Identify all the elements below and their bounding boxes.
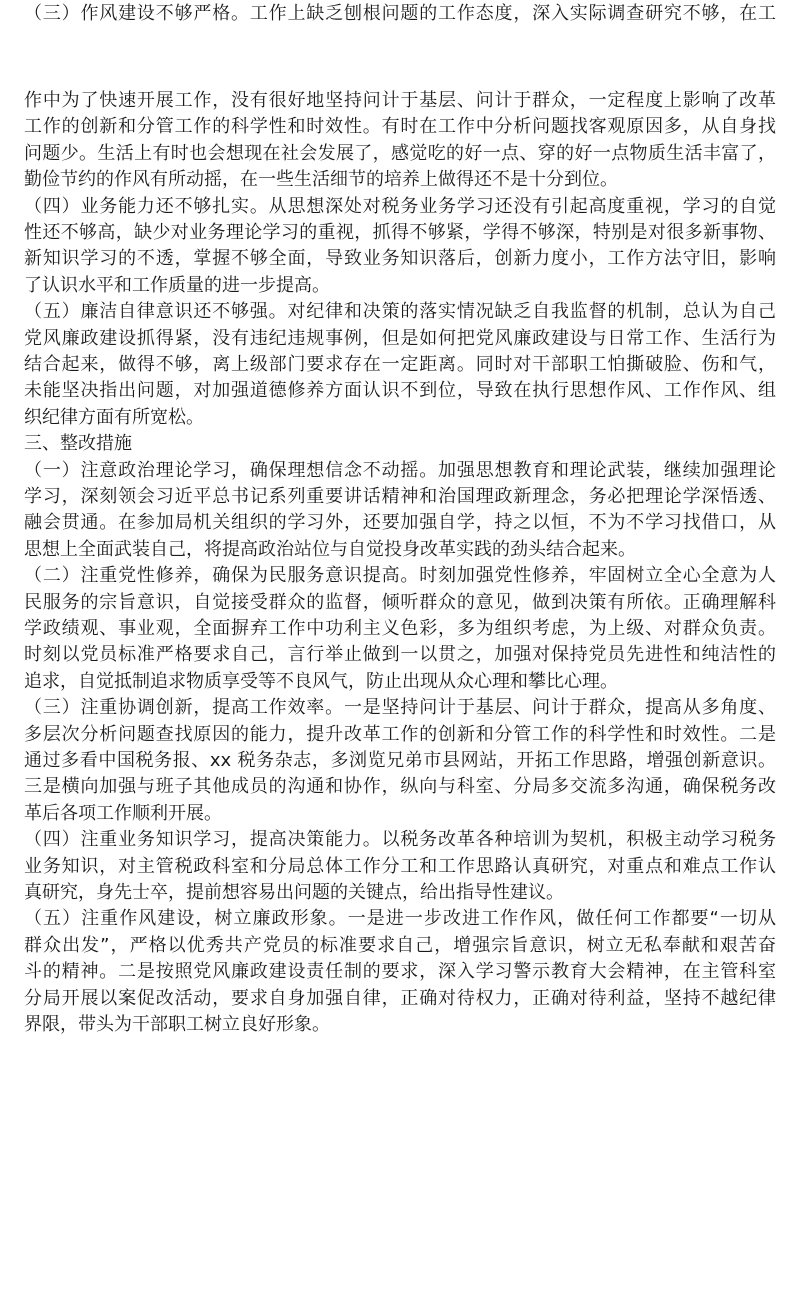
text-line: 勤俭节约的作风有所动摇，在一些生活细节的培养上做得还不是十分到位。: [24, 169, 618, 191]
text-line: 真研究，身先士卒，提前想容易出问题的关键点，给出指导性建议。: [24, 882, 564, 903]
text-line: 结合起来，做得不够，离上级部门要求存在一定距离。同时对干部职工怕撕破脸、伤和气，: [24, 354, 776, 375]
text-line: 党风廉政建设抓得紧，没有违纪违规事例，但是如何把党风廉政建设与日常工作、生活行为: [24, 327, 776, 349]
text-line: 分局开展以案促改活动，要求自身加强自律，正确对待权力，正确对待利益，坚持不越纪律: [24, 987, 776, 1009]
section-heading: 三、整改措施: [24, 433, 132, 455]
text-line: 群众出发”，严格以优秀共产党员的标准要求自己，增强宗旨意识，树立无私奉献和艰苦奋: [24, 934, 776, 956]
text-line: 斗的精神。二是按照党风廉政建设责任制的要求，深入学习警示教育大会精神，在主管科室: [24, 961, 776, 983]
text-line: 学习，深刻领会习近平总书记系列重要讲话精神和治国理政新理念，务必把理论学深悟透、: [24, 486, 776, 507]
text-line: 业务知识，对主管税政科室和分局总体工作分工和工作思路认真研究，对重点和难点工作认: [24, 855, 776, 877]
text-line: 民服务的宗旨意识，自觉接受群众的监督，倾听群众的意见，做到决策有所依。正确理解科: [24, 591, 776, 613]
text-line: 三是横向加强与班子其他成员的沟通和协作，纵向与科室、分局多交流多沟通，确保税务改: [24, 776, 776, 798]
text-line: 时刻以党员标准严格要求自己，言行举止做到一以贯之，加强对保持党员先进性和纯洁性的: [24, 644, 776, 666]
text-line: 界限，带头为干部职工树立良好形象。: [24, 1014, 330, 1035]
text-line: 未能坚决指出问题，对加强道德修养方面认识不到位，导致在执行思想作风、工作作风、组: [24, 380, 776, 402]
text-line: 融会贯通。在参加局机关组织的学习外，还要加强自学，持之以恒，不为不学习找借口，从: [24, 512, 776, 534]
text-line: （五）廉洁自律意识还不够强。对纪律和决策的落实情况缺乏自我监督的机制，总认为自己: [24, 301, 776, 323]
text-line: （三）作风建设不够严格。工作上缺乏刨根问题的工作态度，深入实际调查研究不够，在工: [24, 3, 776, 24]
text-line: 了认识水平和工作质量的进一步提高。: [24, 274, 330, 296]
text-line: 工作的创新和分管工作的科学性和时效性。有时在工作中分析问题找客观原因多，从自身找: [24, 116, 776, 138]
text-line: 作中为了快速开展工作，没有很好地坚持问计于基层、问计于群众，一定程度上影响了改革: [24, 90, 776, 111]
text-line: 新知识学习的不透，掌握不够全面，导致业务知识落后，创新力度小，工作方法守旧，影响: [24, 248, 776, 270]
text-line: 性还不够高，缺少对业务理论学习的重视，抓得不够紧，学得不够深，特别是对很多新事物、: [24, 222, 776, 243]
text-line: （四）注重业务知识学习，提高决策能力。以税务改革各种培训为契机，积极主动学习税务: [24, 829, 776, 851]
text-line: 通过多看中国税务报、xx 税务杂志，多浏览兄弟市县网站，开拓工作思路，增强创新意识。: [24, 750, 776, 771]
text-line: 多层次分析问题查找原因的能力，提升改革工作的创新和分管工作的科学性和时效性。二是: [24, 723, 776, 745]
text-line: 追求，自觉抵制追求物质享受等不良风气，防止出现从众心理和攀比心理。: [24, 670, 618, 692]
text-line: 革后各项工作顺利开展。: [24, 802, 222, 824]
text-line: （五）注重作风建设，树立廉政形象。一是进一步改进工作作风，做任何工作都要“一切从: [24, 908, 776, 930]
text-line: 学政绩观、事业观，全面摒弃工作中功利主义色彩，多为组织考虑，为上级、对群众负责。: [24, 618, 776, 639]
text-line: （一）注意政治理论学习，确保理想信念不动摇。加强思想教育和理论武装，继续加强理论: [24, 459, 776, 481]
text-line: 思想上全面武装自己，将提高政治站位与自觉投身改革实践的劲头结合起来。: [24, 538, 636, 560]
text-line: （二）注重党性修养，确保为民服务意识提高。时刻加强党性修养，牢固树立全心全意为人: [24, 565, 776, 587]
text-line: 问题少。生活上有时也会想现在社会发展了，感觉吃的好一点、穿的好一点物质生活丰富了，: [24, 142, 776, 164]
text-line: （三）注重协调创新，提高工作效率。一是坚持问计于基层、问计于群众，提高从多角度、: [24, 697, 776, 719]
text-line: （四）业务能力还不够扎实。从思想深处对税务业务学习还没有引起高度重视，学习的自觉: [24, 195, 776, 217]
text-line: 织纪律方面有所宽松。: [24, 406, 204, 428]
